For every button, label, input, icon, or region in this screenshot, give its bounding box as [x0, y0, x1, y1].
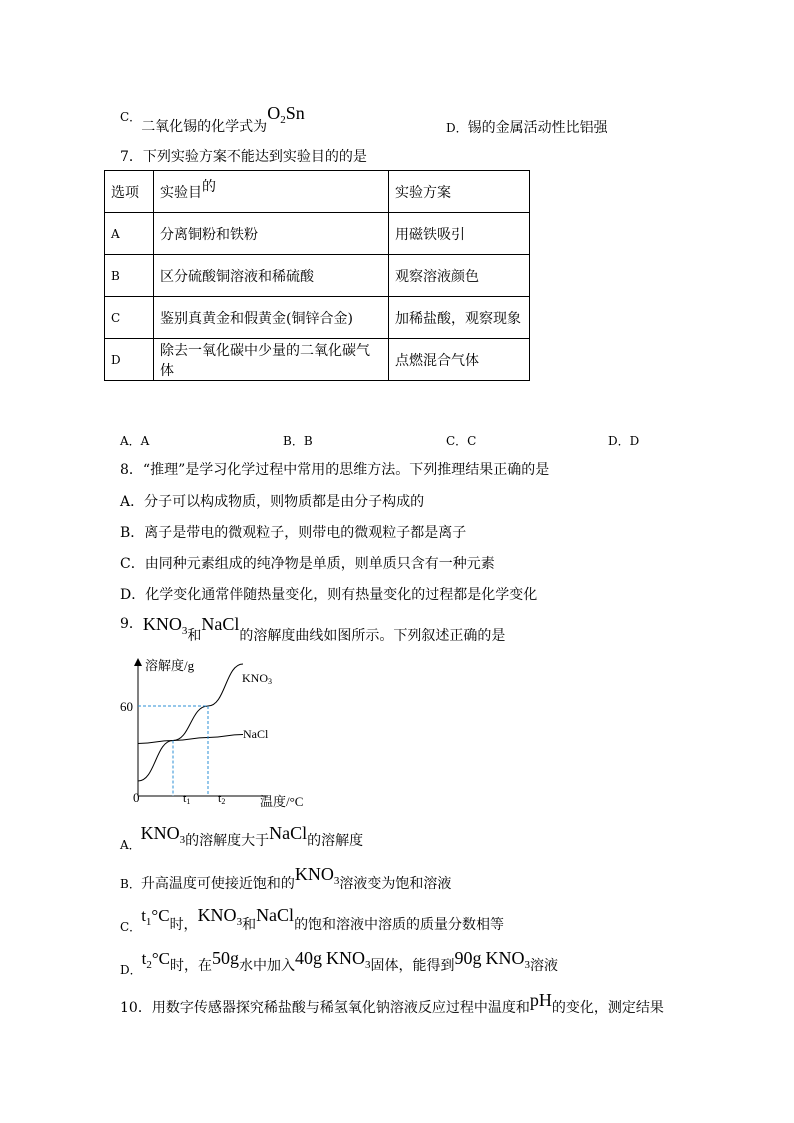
table-row — [105, 213, 530, 255]
kno3-curve — [138, 664, 243, 781]
stem-text: 的溶解度曲线如图所示。下列叙述正确的是 — [239, 628, 506, 644]
formula-nacl: NaCl — [201, 614, 240, 634]
temperature-t1: $t_1^\circ C$ — [141, 906, 170, 928]
formula-kno3: $KNO_3$ — [326, 948, 371, 971]
cell-plan: 用磁铁吸引 — [389, 213, 530, 255]
option-text: 的溶解度大于 — [185, 833, 270, 849]
x-tick-t1: t1 — [183, 791, 191, 806]
table-row — [105, 297, 530, 339]
formula: $O_2Sn$ — [267, 103, 305, 126]
q7-stem: 7．下列实验方案不能达到实验目的的是 — [120, 149, 367, 165]
q8-option-a[interactable]: A．分子可以构成物质，则物质都是由分子构成的 — [120, 494, 425, 510]
q8-option-c[interactable]: C．由同种元素组成的纯净物是单质，则单质只含有一种元素 — [120, 556, 495, 572]
question-number: 9． — [120, 616, 143, 632]
y-axis-arrow — [134, 658, 142, 666]
option-text: 和 — [242, 917, 257, 933]
q9-option-d[interactable] — [120, 948, 558, 977]
y-axis-label: 溶解度/g — [145, 658, 195, 673]
temperature-t2: $t_2^\circ C$ — [141, 949, 170, 971]
q8-option-d[interactable]: D．化学变化通常伴随热量变化，则有热量变化的过程都是化学变化 — [120, 587, 538, 603]
y-tick-60: 60 — [120, 699, 133, 714]
option-label: C． — [120, 110, 142, 124]
x-tick-t2: t2 — [218, 791, 226, 806]
q6-option-c[interactable] — [120, 103, 305, 135]
q8-stem: 8．“推理”是学习化学过程中常用的思维方法。下列推理结果正确的是 — [120, 462, 550, 478]
mass-50g: 50g — [212, 948, 239, 968]
q7-table — [104, 170, 530, 381]
formula-kno3: $KNO_3$ — [197, 905, 243, 928]
header-option: 选项 — [105, 171, 154, 213]
option-text: 升高温度可使接近饱和的 — [140, 876, 295, 892]
q9-stem — [120, 614, 506, 644]
q10-stem — [120, 990, 664, 1016]
cell-option: D — [105, 339, 154, 381]
kno3-series-label: KNO3 — [242, 671, 272, 686]
x-axis-label: 温度/°C — [260, 794, 304, 809]
q7-answer-b[interactable]: B．B — [283, 434, 313, 448]
option-text: 固体，能得到 — [370, 958, 455, 974]
option-label: C． — [120, 920, 142, 934]
option-text: 的饱和溶液中溶质的质量分数相等 — [294, 917, 505, 933]
option-label: D． — [120, 963, 142, 977]
formula-nacl: NaCl — [256, 905, 295, 925]
option-label: A． — [120, 838, 141, 852]
cell-goal: 分离铜粉和铁粉 — [154, 213, 389, 255]
solubility-chart — [118, 656, 318, 811]
formula-kno3: $KNO_3$ — [142, 614, 188, 637]
cell-plan: 点燃混合气体 — [389, 339, 530, 381]
stem-text: 的变化，测定结果 — [551, 1000, 664, 1016]
nacl-curve — [138, 735, 243, 744]
formula-kno3: $KNO_3$ — [294, 864, 340, 887]
option-label: D． — [446, 121, 468, 135]
table-header-row — [105, 171, 530, 213]
option-text: 溶液 — [530, 958, 558, 974]
header-goal: 实验目的 — [154, 171, 389, 213]
q7-answer-a[interactable]: A．A — [120, 434, 150, 448]
formula-kno3: $KNO_3$ — [140, 823, 186, 846]
stem-text: 和 — [187, 628, 202, 644]
cell-goal: 鉴别真黄金和假黄金(铜锌合金) — [154, 297, 389, 339]
q7-answer-c[interactable]: C．C — [446, 434, 477, 448]
header-plan: 实验方案 — [389, 171, 530, 213]
cell-option: C — [105, 297, 154, 339]
formula-nacl: NaCl — [269, 823, 308, 843]
q9-option-b[interactable] — [120, 864, 452, 892]
mass-90g: 90g — [454, 948, 482, 968]
option-text: 时， — [169, 917, 198, 933]
option-text: 的溶解度 — [307, 833, 364, 849]
ph-symbol: pH — [529, 990, 552, 1010]
cell-plan: 加稀盐酸，观察现象 — [389, 297, 530, 339]
origin-label: 0 — [133, 790, 140, 805]
mass-40g: 40g — [295, 948, 322, 968]
option-text: 二氧化锡的化学式为 — [141, 119, 268, 135]
cell-option: B — [105, 255, 154, 297]
formula-kno3: $KNO_3$ — [485, 948, 530, 971]
table-row — [105, 339, 530, 381]
q6-option-d[interactable] — [446, 117, 608, 137]
q7-answer-d[interactable]: D．D — [608, 434, 640, 448]
option-text: 溶液变为饱和溶液 — [339, 876, 452, 892]
q8-option-b[interactable]: B．离子是带电的微观粒子，则带电的微观粒子都是离子 — [120, 525, 467, 541]
option-text: 水中加入 — [239, 958, 295, 974]
nacl-series-label: NaCl — [243, 727, 269, 741]
q9-option-a[interactable] — [120, 823, 364, 852]
option-text: 时，在 — [170, 958, 212, 974]
option-text: 锡的金属活动性比铝强 — [467, 120, 608, 136]
q9-option-c[interactable] — [120, 905, 505, 934]
cell-plan: 观察溶液颜色 — [389, 255, 530, 297]
cell-option: A — [105, 213, 154, 255]
cell-goal: 区分硫酸铜溶液和稀硫酸 — [154, 255, 389, 297]
option-label: B． — [120, 877, 141, 891]
cell-goal: 除去一氧化碳中少量的二氧化碳气体 — [154, 339, 389, 381]
table-row — [105, 255, 530, 297]
stem-text: 10．用数字传感器探究稀盐酸与稀氢氧化钠溶液反应过程中温度和 — [120, 1000, 530, 1016]
